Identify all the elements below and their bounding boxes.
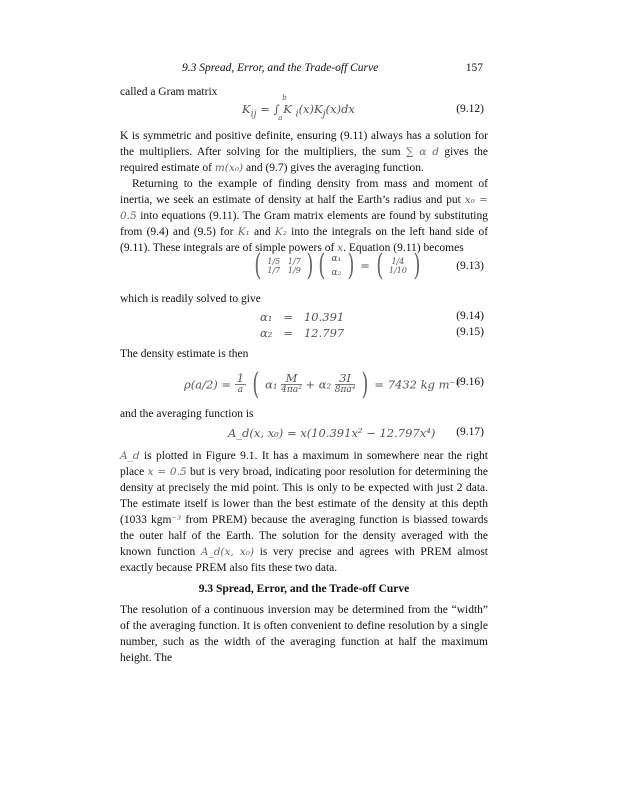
equation-9-17: A_d(x, x₀) = x(10.391x² − 12.797x⁴) (9.17) bbox=[228, 426, 484, 440]
equation-number: (9.16) bbox=[456, 376, 484, 388]
equation-number: (9.14) bbox=[456, 310, 484, 322]
equation-number: (9.13) bbox=[456, 260, 484, 272]
equation-9-16: ρ(a/2) = $\frac{1}{a}$ ( α₁ $\frac{M}{\text{4πa²}}$ + α₂ $\frac{3I}{\text{8πa⁴}}$ ) = 7432 kg m⁻³ (9.16) bbox=[184, 367, 484, 402]
equation-number: (9.17) bbox=[456, 426, 484, 438]
page-number: 157 bbox=[465, 62, 483, 74]
equation-9-12 bbox=[120, 94, 488, 123]
paragraph-symmetric: K is symmetric and positive definite, ensuring (9.11) always has a solution for the multipliers. After solving for the multipliers, the sum ∑ α d gives the required estimate of m(x₀) and (9.7) gives the averaging function. bbox=[120, 130, 489, 174]
equation-9-14: α₁ = 10.391 (9.14) bbox=[260, 310, 484, 324]
paragraph-averaging-function: and the averaging function is bbox=[120, 408, 254, 420]
paragraph-solved: which is readily solved to give bbox=[120, 293, 261, 305]
equation-9-13 bbox=[120, 248, 488, 288]
section-heading: 9.3 Spread, Error, and the Trade-off Curve bbox=[198, 583, 410, 595]
equation-number: (9.15) bbox=[456, 326, 484, 338]
equation-9-12-body: $K_{ij}$ = ∫ K b a $_i(x)K_j(x)dx$ bbox=[242, 94, 355, 122]
equation-number: (9.12) bbox=[456, 103, 484, 115]
running-header-title: 9.3 Spread, Error, and the Trade-off Curve bbox=[182, 62, 379, 74]
paragraph-plotted: A_d is plotted in Figure 9.1. It has a maximum in somewhere near the right place x = 0.5 but is very broad, indicating poor resolution for determining the density at precisely the mid point. This is only to be expected with just 2 data. The estimate itself is lower than the best estimate of the density at this depth (1033 kgm⁻³ from PREM) because the averaging function is biassed towards the outer half of the Earth. The solution for the density averaged with the known function A_d(x, x₀) is very precise and agrees with PREM almost exactly because PREM also fits these two data. bbox=[120, 450, 489, 574]
equation-9-13-body: ( 1/5 1/7 1/7 1/9 ) ( α₁ α₂ ) = ( 1/4 1/10 ) bbox=[254, 248, 420, 283]
paragraph-gram-intro: called a Gram matrix bbox=[120, 86, 218, 98]
paragraph-density-estimate: The density estimate is then bbox=[120, 348, 249, 360]
paragraph-resolution: The resolution of a continuous inversion may be determined from the “width” of the averaging function. It is often convenient to define resolution by a single number, such as the width of the averaging function at half the maximum height. The bbox=[120, 604, 488, 664]
equation-9-15: α₂ = 12.797 (9.15) bbox=[260, 326, 484, 340]
paragraph-returning: Returning to the example of finding density from mass and moment of inertia, we seek an estimate of density at half the Earth’s radius and put x₀ = 0.5 into equations (9.11). The Gram matrix elements are found by substituting from (9.4) and (9.5) for K₁ and K₂ into the integrals on the left hand side of (9.11). These integrals are of simple powers of x. Equation (9.11) becomes bbox=[120, 178, 489, 254]
